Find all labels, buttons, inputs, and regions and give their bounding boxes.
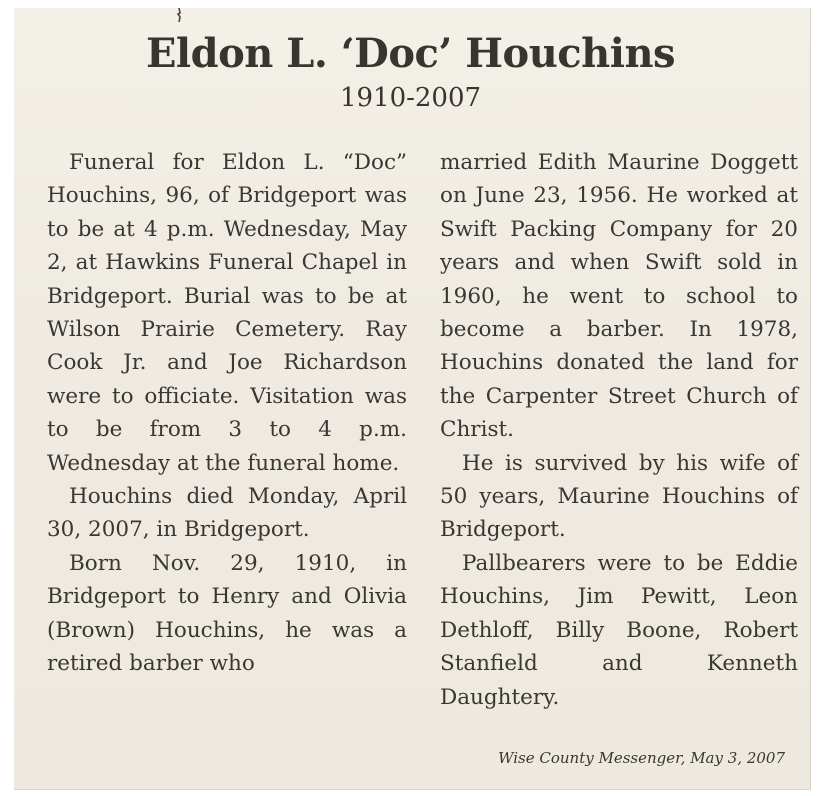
paragraph-funeral-details: Funeral for Eldon L. “Doc” Houchins, 96, of Bridgeport was to be at 4 p.m. Wednesday, May 2, at Hawkins Funeral Chapel in Bridgeport. Burial was to be at Wilson Prairie Cemetery. Ray Cook Jr. and Joe Richardson were to officiate. Visitation was to be from 3 to 4 p.m. Wednesday at the funeral home. xyxy=(47,150,407,476)
right-column xyxy=(440,146,798,714)
paragraph-life-continued: married Edith Maurine Doggett on June 23, 1956. He worked at Swift Packing Company for 20 years and when Swift sold in 1960, he went to school to become a barber. In 1978, Houchins donated the land for the Carpenter Street Church of Christ. xyxy=(440,150,798,443)
left-column xyxy=(47,146,407,681)
paragraph-pallbearers: Pallbearers were to be Eddie Houchins, Jim Pewitt, Leon Dethloff, Billy Boone, Robert Stanfield and Kenneth Daughtery. xyxy=(440,550,798,710)
source-credit: Wise County Messenger, May 3, 2007 xyxy=(498,749,785,767)
paragraph-death: Houchins died Monday, April 30, 2007, in Bridgeport. xyxy=(47,484,407,543)
paragraph-survivors: He is survived by his wife of 50 years, Maurine Houchins of Bridgeport. xyxy=(440,450,798,543)
obituary-years: 1910-2007 xyxy=(339,83,482,113)
obituary-headline: Eldon L. ‘Doc’ Houchins xyxy=(145,30,676,77)
ink-speck-mark xyxy=(176,8,182,22)
paragraph-birth: Born Nov. 29, 1910, in Bridgeport to Henry and Olivia (Brown) Houchins, he was a retired barber who xyxy=(47,550,407,677)
